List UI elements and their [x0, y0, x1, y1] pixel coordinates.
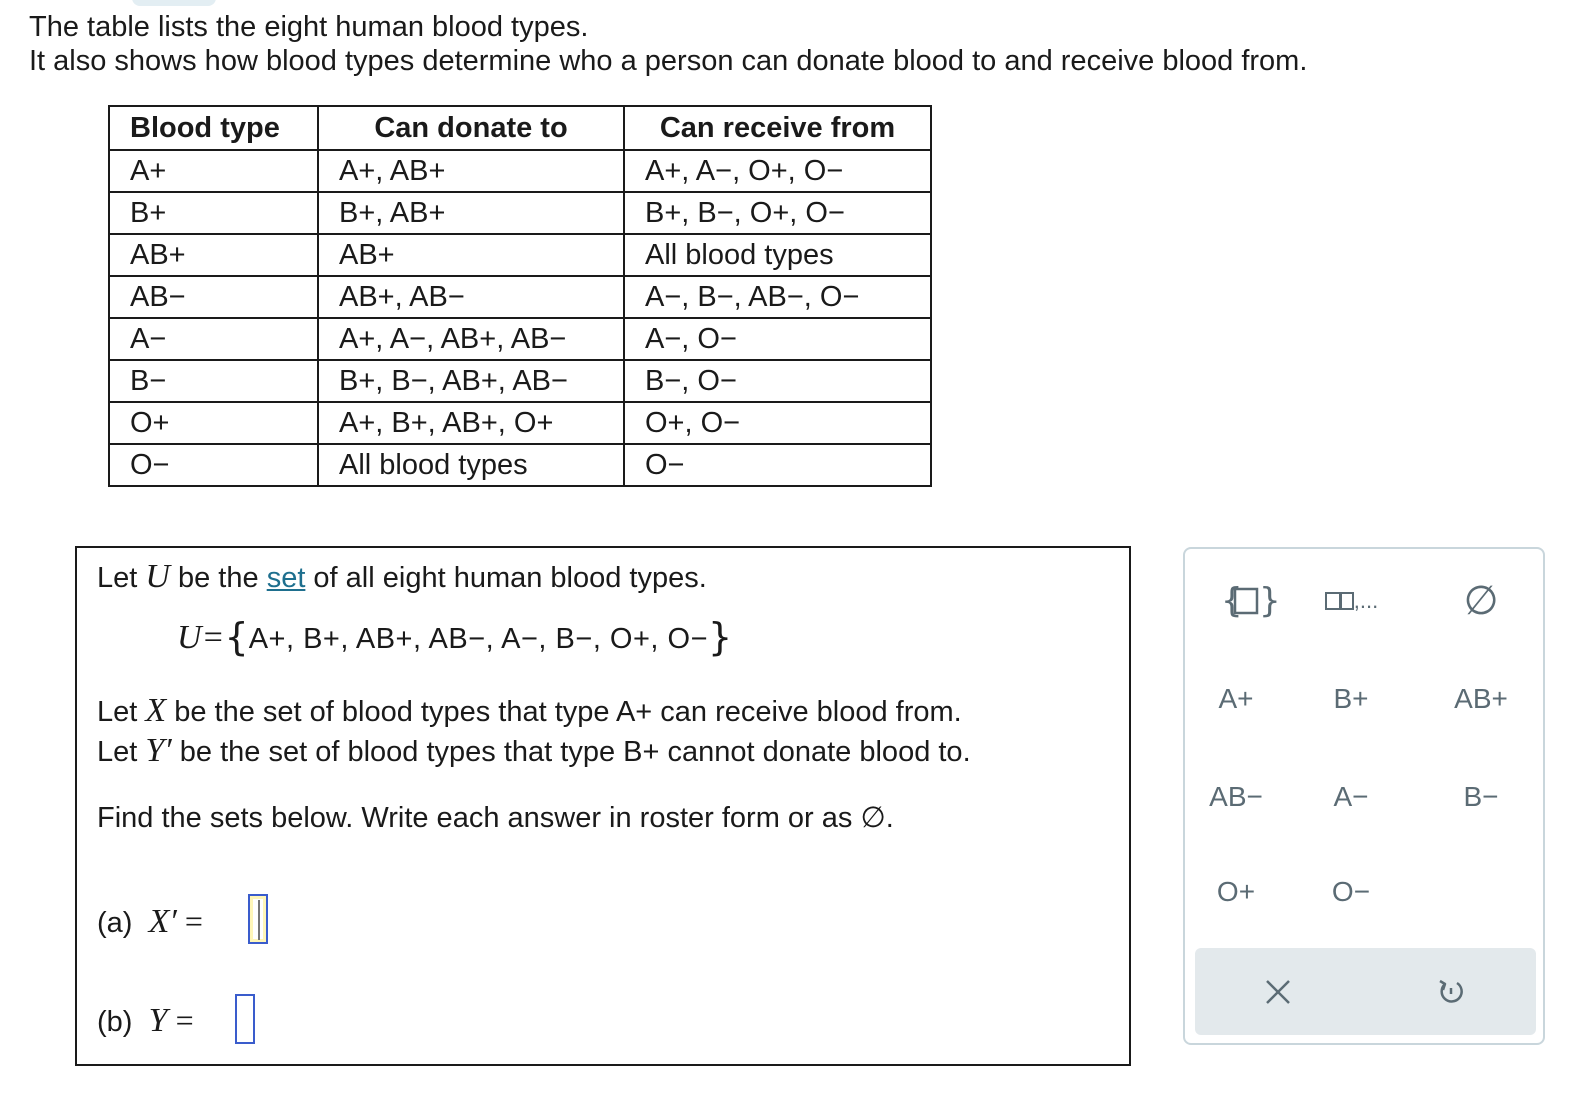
- key-ab-minus[interactable]: AB−: [1209, 781, 1263, 812]
- universal-set-definition: [97, 560, 707, 595]
- svg-text:{: {: [1221, 581, 1243, 621]
- part-a-var: X′: [148, 903, 177, 940]
- part-b-row: [97, 1003, 194, 1039]
- key-ab-plus[interactable]: AB+: [1454, 683, 1508, 714]
- cell-blood-type: O+: [109, 402, 318, 444]
- cell-blood-type: B−: [109, 360, 318, 402]
- table-row: [109, 444, 931, 486]
- cell-can-receive-from: A−, O−: [624, 318, 931, 360]
- key-a-plus[interactable]: A+: [1218, 683, 1254, 714]
- set-x-definition: [97, 694, 962, 729]
- part-a-row: [97, 904, 203, 940]
- set-definition-link[interactable]: set: [266, 562, 306, 594]
- cell-blood-type: AB+: [109, 234, 318, 276]
- u-members: A+, B+, AB+, AB−, A−, B−, O+, O−: [248, 623, 709, 655]
- cell-can-donate-to: AB+, AB−: [318, 276, 624, 318]
- cell-can-donate-to: A+, B+, AB+, O+: [318, 402, 624, 444]
- part-a-equals: =: [184, 903, 203, 939]
- cell-can-receive-from: O−: [624, 444, 931, 486]
- var-u: U: [145, 558, 170, 595]
- empty-set-button[interactable]: [1431, 571, 1531, 631]
- open-brace: {: [224, 615, 249, 659]
- part-b-equals: =: [175, 1002, 194, 1038]
- let-u-prefix: Let: [97, 562, 146, 594]
- intro-line-2: It also shows how blood types determine who a person can donate blood to and receive blood from.: [29, 45, 1308, 77]
- cell-blood-type: O−: [109, 444, 318, 486]
- key-b-minus[interactable]: B−: [1463, 781, 1499, 812]
- cell-can-receive-from: O+, O−: [624, 402, 931, 444]
- table-row: [109, 234, 931, 276]
- key-o-plus[interactable]: O+: [1216, 876, 1256, 907]
- cell-blood-type: B+: [109, 192, 318, 234]
- table-header-row: [109, 106, 931, 150]
- list-ellipsis: ,...: [1353, 588, 1379, 613]
- cell-can-receive-from: A−, B−, AB−, O−: [624, 276, 931, 318]
- part-b-var: Y: [148, 1002, 168, 1039]
- key-o-minus[interactable]: O−: [1331, 876, 1371, 907]
- key-b-plus[interactable]: B+: [1333, 683, 1369, 714]
- key-a-minus[interactable]: A−: [1333, 781, 1369, 812]
- let-y-prefix: Let: [97, 736, 146, 768]
- cell-can-receive-from: A+, A−, O+, O−: [624, 150, 931, 192]
- cell-can-donate-to: All blood types: [318, 444, 624, 486]
- cell-blood-type: AB−: [109, 276, 318, 318]
- svg-text:}: }: [1259, 581, 1281, 621]
- blood-type-table: [108, 105, 932, 487]
- close-brace: }: [708, 615, 733, 659]
- list-template-button[interactable]: [1301, 571, 1401, 631]
- intro-line-1: The table lists the eight human blood types.: [29, 11, 589, 43]
- u-equals: U=: [177, 619, 225, 656]
- question-box: [75, 546, 1131, 1066]
- let-x-suffix: be the set of blood types that type A+ can receive blood from.: [166, 696, 962, 728]
- header-can-donate-to: Can donate to: [318, 106, 624, 150]
- universal-set-roster: [177, 615, 733, 659]
- cell-can-donate-to: B+, B−, AB+, AB−: [318, 360, 624, 402]
- math-palette: [1183, 547, 1545, 1045]
- let-y-suffix: be the set of blood types that type B+ cannot donate blood to.: [171, 736, 971, 768]
- close-icon: [1264, 978, 1292, 1006]
- cell-can-donate-to: B+, AB+: [318, 192, 624, 234]
- table-row: [109, 150, 931, 192]
- table-row: [109, 192, 931, 234]
- text-caret: [258, 900, 260, 940]
- list-template-icon: [1324, 582, 1354, 622]
- clear-button[interactable]: [1228, 962, 1328, 1022]
- var-x: X: [145, 692, 167, 729]
- part-b-label: (b): [97, 1006, 133, 1038]
- set-y-prime-definition: [97, 734, 971, 769]
- set-braces-icon: [1221, 581, 1281, 621]
- cell-blood-type: A−: [109, 318, 318, 360]
- table-row: [109, 318, 931, 360]
- cell-can-donate-to: A+, A−, AB+, AB−: [318, 318, 624, 360]
- undo-button[interactable]: [1401, 962, 1501, 1022]
- let-u-mid: be the: [169, 562, 267, 594]
- header-can-receive-from: Can receive from: [624, 106, 931, 150]
- cell-can-receive-from: B+, B−, O+, O−: [624, 192, 931, 234]
- set-braces-button[interactable]: [1197, 571, 1297, 631]
- undo-icon: [1436, 977, 1466, 1007]
- part-a-label: (a): [97, 907, 133, 939]
- var-y-prime: Y′: [145, 732, 172, 769]
- empty-set-icon: ∅: [1463, 579, 1499, 623]
- answer-input-a[interactable]: [248, 894, 268, 944]
- cell-can-receive-from: B−, O−: [624, 360, 931, 402]
- table-row: [109, 360, 931, 402]
- answer-input-b[interactable]: [235, 994, 255, 1044]
- table-row: [109, 402, 931, 444]
- palette-footer: [1195, 948, 1536, 1035]
- instructions: Find the sets below. Write each answer in roster form or as ∅.: [97, 802, 894, 834]
- cell-can-donate-to: A+, AB+: [318, 150, 624, 192]
- let-x-prefix: Let: [97, 696, 146, 728]
- intro-text: [29, 10, 1307, 78]
- cell-can-receive-from: All blood types: [624, 234, 931, 276]
- cell-blood-type: A+: [109, 150, 318, 192]
- header-blood-type: Blood type: [109, 106, 318, 150]
- table-row: [109, 276, 931, 318]
- let-u-suffix: of all eight human blood types.: [305, 562, 707, 594]
- top-tab-decoration: [132, 0, 216, 6]
- cell-can-donate-to: AB+: [318, 234, 624, 276]
